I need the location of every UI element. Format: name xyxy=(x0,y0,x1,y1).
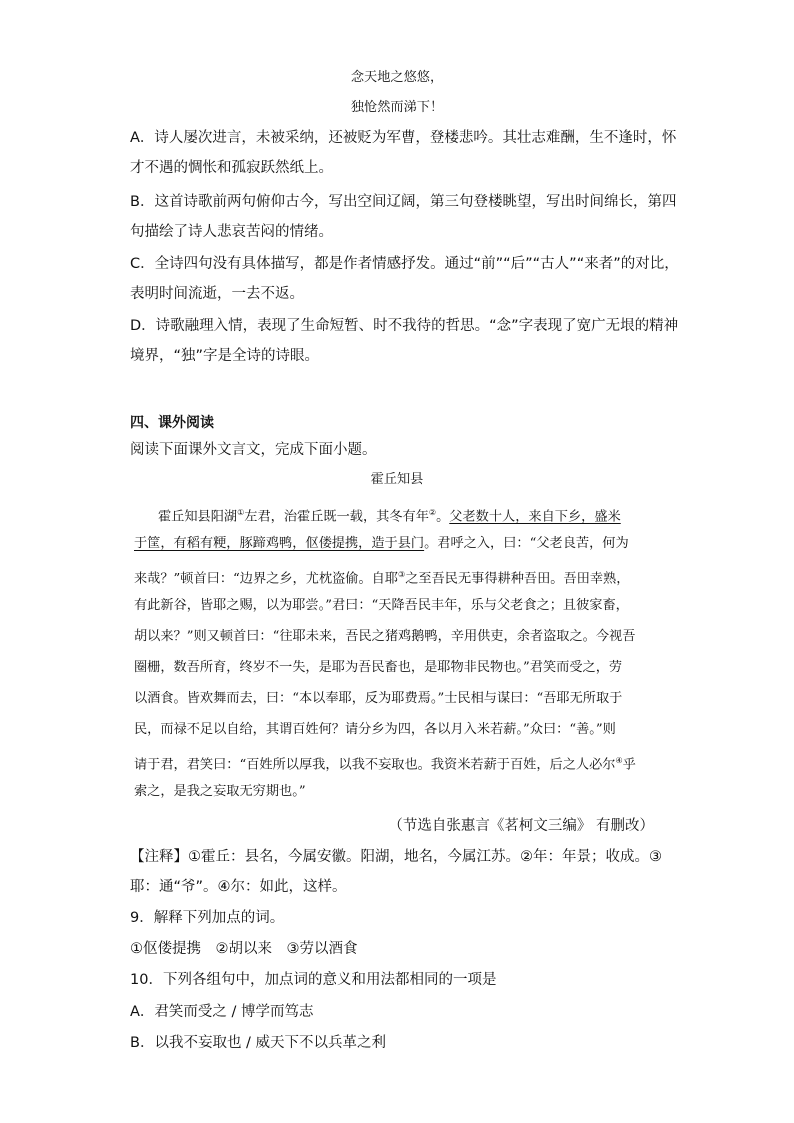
poem-line: 独怆然而涕下！ xyxy=(350,100,444,115)
notes-line1: 【注释】①霍丘：县名，今属安徽。阳湖，地名，今属江苏。②年：年景；收成。③ xyxy=(130,849,662,865)
footnote-marker: ④ xyxy=(615,756,623,765)
question-9: 9．解释下列加点的词。 xyxy=(130,910,285,926)
question-10-option-a: A．君笑而受之 / 博学而笃志 xyxy=(130,1004,314,1020)
option-d-line2: 境界，“独”字是全诗的诗眼。 xyxy=(130,348,320,364)
footnote-marker: ② xyxy=(428,508,437,517)
option-a-line1: A．诗人屡次进言，未被采纳，还被贬为军曹，登楼悲吟。其壮志难酬，生不逢时，怀 xyxy=(130,130,677,146)
passage-title: 霍丘知县 xyxy=(370,472,424,487)
passage-text: 来哉？”顿首曰：“边界之乡，尤枕盗偷。自耶 xyxy=(134,571,399,587)
section-instruction: 阅读下面课外文言文，完成下面小题。 xyxy=(130,442,377,458)
passage-line: 民，而禄不足以自给，其谓百姓何？请分乡为四，各以月入米若薪。”众曰：“善。”则 xyxy=(134,722,616,737)
option-b-line1: B．这首诗歌前两句俯仰古今，写出空间辽阔，第三句登楼眺望，写出时间绵长，第四 xyxy=(130,194,677,210)
underlined-text: 于筐，有稻有粳，豚蹄鸡鸭，伛偻提携，造于县门 xyxy=(134,536,425,551)
passage-line xyxy=(134,534,629,554)
question-10-option-b: B．以我不妄取也 / 威天下不以兵革之利 xyxy=(130,1035,387,1051)
option-c-line1: C．全诗四句没有具体描写，都是作者情感抒发。通过“前”“后”“古人”“来者”的对比， xyxy=(130,256,679,272)
passage-text: 。君呼之入，曰：“父老良苦，何为 xyxy=(424,536,629,551)
passage-line xyxy=(158,503,621,527)
option-d-line1: D．诗歌融理入情，表现了生命短暂、时不我待的哲思。“念”字表现了宽广无垠的精神 xyxy=(130,318,679,334)
passage-text: 霍丘知县阳湖 xyxy=(158,509,238,525)
passage-source: （节选自张惠言《茗柯文三编》 有删改） xyxy=(388,818,654,834)
passage-line: 胡以来？”则又顿首曰：“往耶未来，吾民之猪鸡鹅鸭，辛用供吏，余者盗取之。今视吾 xyxy=(134,629,636,644)
option-b-line2: 句描绘了诗人悲哀苦闷的情绪。 xyxy=(130,224,333,240)
footnote-marker: ① xyxy=(237,508,245,517)
passage-line: 有此新谷，皆耶之赐，以为耶尝。”君曰：“天降吾民丰年，乐与父老食之；且彼家畜， xyxy=(134,598,629,613)
section-heading: 四、课外阅读 xyxy=(130,415,214,431)
passage-line xyxy=(134,751,636,775)
passage-text: 左君，治霍丘既一载，其冬有年 xyxy=(244,509,429,525)
passage-line: 圈栅，数吾所育，终岁不一失，是耶为吾民畜也，是耶物非民物也。”君笑而受之，劳 xyxy=(134,660,623,675)
passage-text: 之至吾民无事得耕种吾田。吾田幸熟， xyxy=(405,571,630,587)
passage-text: 乎 xyxy=(622,757,636,773)
passage-line: 以酒食。皆欢舞而去，曰：“本以奉耶，反为耶费焉。”士民相与谋曰：“吾耶无所取于 xyxy=(134,691,623,706)
option-c-line2: 表明时间流逝，一去不返。 xyxy=(130,286,304,302)
option-a-line2: 才不遇的惆怅和孤寂跃然纸上。 xyxy=(130,160,333,176)
underlined-text: 父老数十人，来自下乡，盛米 xyxy=(449,509,621,525)
passage-line xyxy=(134,565,629,589)
passage-line: 索之，是我之妄取无穷期也。” xyxy=(134,784,306,799)
question-9-items: ①伛偻提携 ②胡以来 ③劳以酒食 xyxy=(130,941,358,957)
notes-line2: 耶：通“爷”。④尔：如此，这样。 xyxy=(130,879,347,895)
passage-text: 。 xyxy=(436,509,450,525)
footnote-marker: ③ xyxy=(398,570,406,579)
question-10: 10．下列各组句中，加点词的意义和用法都相同的一项是 xyxy=(130,972,497,988)
passage-text: 请于君，君笑曰：“百姓所以厚我，以我不妄取也。我资米若薪于百姓，后之人必尔 xyxy=(134,757,616,773)
poem-line: 念天地之悠悠， xyxy=(350,70,444,85)
